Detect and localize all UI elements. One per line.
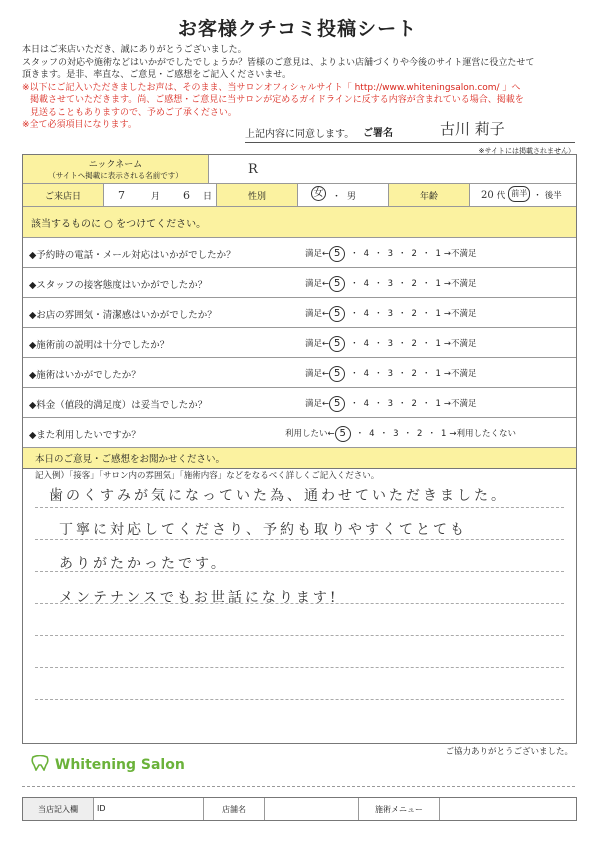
rating-option[interactable]: 2: [411, 309, 417, 319]
consent-label: 上記内容に同意します。: [245, 129, 355, 140]
visit-month[interactable]: 7: [118, 188, 125, 202]
id-label: ID: [97, 804, 106, 813]
question-row: [23, 298, 576, 328]
question-text: ◆お店の雰囲気・清潔感はいかがでしたか？: [29, 310, 217, 321]
rating-scale: [305, 367, 477, 382]
scale-left-label: 満足←: [305, 249, 330, 259]
nickname-row: [23, 155, 576, 184]
signature-field[interactable]: 古川 莉子: [440, 120, 505, 138]
nickname-label-cell: [23, 155, 209, 183]
rating-option[interactable]: 3: [387, 339, 393, 349]
signature-label: ご署名: [363, 128, 393, 139]
rating-option[interactable]: 5: [329, 306, 345, 322]
comment-line: [35, 667, 564, 668]
rating-option[interactable]: 5: [329, 396, 345, 412]
tooth-icon: [30, 755, 50, 771]
separator-dot: ・: [350, 249, 359, 259]
gender-label: 性別: [216, 184, 298, 206]
logo-text: Whitening Salon: [54, 757, 185, 773]
comment-header: 本日のご意見・ご感想をお聞かせください。: [35, 454, 226, 465]
store-entry-table: [22, 797, 577, 821]
rating-option[interactable]: 1: [440, 429, 447, 439]
scale-right-label: →不満足: [443, 369, 477, 379]
separator-dot: ・: [398, 249, 407, 259]
thanks-text: ご協力ありがとうございました。: [445, 747, 573, 757]
rating-option[interactable]: 4: [363, 399, 370, 409]
rating-scale: [305, 307, 477, 322]
separator-dot: ・: [427, 429, 436, 439]
age-unit: 代: [496, 191, 506, 201]
comment-line: [35, 699, 564, 700]
notice-line: 掲載させていただきます。尚、ご感想・ご意見に当サロンが定めるガイドラインに反する内容が含まれている場合、掲載を: [30, 95, 524, 105]
whitening-salon-logo: [30, 755, 185, 773]
day-unit: 日: [203, 191, 213, 202]
separator-dot: ・: [421, 339, 431, 349]
separator-dot: ・: [350, 339, 359, 349]
scale-right-label: →利用したくない: [449, 429, 516, 439]
question-row: [23, 328, 576, 358]
question-text: ◆スタッフの接客態度はいかがでしたか？: [29, 280, 208, 291]
scale-left-label: 利用したい←: [285, 429, 335, 439]
comment-line: [35, 539, 564, 540]
menu-label: 施術メニュー: [358, 798, 440, 820]
rating-scale: [285, 427, 516, 442]
comment-text-line: 歯のくすみが気になっていた為、通わせていただきました。: [49, 488, 508, 504]
separator-dot: ・: [379, 429, 389, 439]
scale-right-label: →不満足: [443, 249, 477, 259]
rating-option[interactable]: 3: [387, 369, 393, 379]
rating-option[interactable]: 2: [411, 399, 417, 409]
question-row: [23, 388, 576, 418]
age-options: 20 代 前半 ・ 後半: [481, 184, 562, 206]
separator-dot: ・: [398, 339, 407, 349]
separator-dot: ・: [350, 279, 359, 289]
rating-option[interactable]: 3: [393, 429, 399, 439]
intro-line: 本日はご来店いただき、誠にありがとうございました。: [22, 45, 247, 55]
comment-line: [35, 507, 564, 508]
store-name-label: 店舗名: [203, 798, 265, 820]
intro-line: スタッフの対応や施術などはいかがでしたでしょうか？皆様のご意見は、よりよい店舗づくりや今後のサイト運営に役立たせて: [22, 57, 535, 68]
separator-dot: ・: [421, 309, 431, 319]
rating-option[interactable]: 2: [411, 339, 417, 349]
rating-option[interactable]: 4: [363, 309, 370, 319]
rating-option[interactable]: 1: [435, 279, 441, 289]
question-row: [23, 238, 576, 268]
rating-option[interactable]: 1: [435, 249, 441, 259]
scale-right-label: →不満足: [443, 339, 477, 349]
rating-option[interactable]: 1: [435, 369, 441, 379]
question-row: [23, 418, 576, 448]
separator-dot: ・: [421, 369, 431, 379]
notice-line: ※全て必須項目になります。: [22, 120, 137, 130]
rating-option[interactable]: 2: [411, 249, 417, 259]
separator-dot: ・: [398, 309, 407, 319]
rating-option[interactable]: 3: [387, 279, 393, 289]
separator-dot: ・: [350, 399, 359, 409]
visit-date-label: ご来店日: [23, 184, 104, 206]
store-entry-label: 当店記入欄: [23, 798, 94, 820]
separator-dot: ・: [350, 309, 359, 319]
visit-info-row: [23, 184, 576, 207]
rating-option[interactable]: 3: [387, 309, 393, 319]
page-title: お客様クチコミ投稿シート: [177, 18, 418, 40]
comment-line: [35, 635, 564, 636]
gender-options: 女 ・ 男: [311, 184, 356, 206]
rating-option[interactable]: 2: [411, 369, 417, 379]
nickname-sublabel: （サイトへ掲載に表示される名前です）: [48, 171, 183, 180]
rating-option[interactable]: 4: [363, 339, 370, 349]
scale-left-label: 満足←: [305, 339, 330, 349]
question-row: [23, 358, 576, 388]
separator-dot: ・: [374, 369, 383, 379]
cut-line: [22, 786, 575, 787]
comment-example: 記入例）「接客」「サロン内の雰囲気」「施術内容」などをなるべく詳しくご記入ください。: [35, 471, 380, 481]
comment-text-line: ありがたかったです。: [59, 556, 228, 572]
question-text: ◆また利用したいですか？: [29, 430, 141, 441]
age-early-option[interactable]: 前半: [508, 186, 530, 202]
rating-option[interactable]: 3: [387, 249, 393, 259]
survey-form: [22, 154, 577, 469]
visit-day[interactable]: 6: [183, 188, 190, 202]
rating-option[interactable]: 1: [435, 339, 441, 349]
age-value[interactable]: 20: [481, 189, 494, 201]
instruction-text: 該当するものに ○ をつけてください。: [31, 218, 207, 230]
rating-option[interactable]: 5: [329, 336, 345, 352]
rating-option[interactable]: 3: [387, 399, 393, 409]
question-row: [23, 268, 576, 298]
rating-option[interactable]: 1: [435, 309, 441, 319]
scale-left-label: 満足←: [305, 279, 330, 289]
separator-dot: ・: [350, 369, 359, 379]
signature-note: ※サイトには掲載されません）: [478, 147, 575, 155]
scale-left-label: 満足←: [305, 369, 330, 379]
rating-option[interactable]: 4: [363, 369, 370, 379]
question-text: ◆施術前の説明は十分でしたか？: [29, 340, 170, 351]
separator-dot: ・: [398, 369, 407, 379]
month-unit: 月: [151, 191, 161, 202]
separator-dot: ・: [398, 399, 407, 409]
separator-dot: ・: [421, 279, 431, 289]
rating-option[interactable]: 5: [335, 426, 351, 442]
question-text: ◆施術はいかがでしたか？: [29, 370, 141, 381]
rating-option[interactable]: 5: [329, 276, 345, 292]
rating-scale: [305, 397, 477, 412]
separator-dot: ・: [374, 309, 383, 319]
question-text: ◆料金（値段的満足度）は妥当でしたか？: [29, 400, 208, 411]
rating-option[interactable]: 5: [329, 366, 345, 382]
notice-line: ※以下にご記入いただきましたお声は、そのまま、当サロンオフィシャルサイト「 http://www.whiteningsalon.com/ 」へ: [22, 82, 521, 93]
consent-signature-row: [245, 120, 575, 143]
separator-dot: ・: [421, 399, 431, 409]
rating-option[interactable]: 4: [363, 249, 370, 259]
nickname-label: ニックネーム: [88, 160, 143, 170]
nickname-field[interactable]: R: [248, 161, 258, 177]
separator-dot: ・: [398, 279, 407, 289]
intro-line: 頂きます。是非、率直な、ご意見・ご感想をご記入くださいませ。: [22, 70, 292, 80]
comment-area[interactable]: [22, 463, 577, 744]
notice-line: 見送ることもありますので、予めご了承ください。: [30, 107, 237, 118]
separator-dot: ・: [374, 279, 383, 289]
rating-scale: [305, 277, 477, 292]
scale-right-label: →不満足: [443, 279, 477, 289]
rating-option[interactable]: 2: [411, 279, 417, 289]
age-label: 年齢: [388, 184, 470, 206]
rating-option[interactable]: 5: [329, 246, 345, 262]
gender-male-option[interactable]: 男: [347, 191, 357, 202]
questions-list: [23, 238, 576, 448]
separator-dot: ・: [374, 249, 383, 259]
rating-option[interactable]: 4: [369, 429, 375, 439]
rating-option[interactable]: 4: [363, 279, 370, 289]
scale-right-label: →不満足: [443, 399, 477, 409]
separator-dot: ・: [355, 429, 365, 439]
rating-scale: [305, 337, 477, 352]
rating-option[interactable]: 1: [435, 399, 441, 409]
scale-left-label: 満足←: [305, 399, 330, 409]
separator-dot: ・: [421, 249, 431, 259]
scale-right-label: →不満足: [443, 309, 477, 319]
separator-dot: ・: [403, 429, 413, 439]
gender-female-option[interactable]: 女: [311, 186, 326, 201]
instruction-row: [23, 207, 576, 238]
comment-text-line: 丁寧に対応してくださり、予約も取りやすくてとても: [59, 522, 467, 538]
question-text: ◆予約時の電話・メール対応はいかがでしたか？: [29, 250, 236, 261]
rating-scale: [305, 247, 477, 262]
comment-text-line: メンテナンスでもお世話になります!: [59, 590, 339, 606]
age-late-option[interactable]: 後半: [544, 191, 562, 201]
separator-dot: ・: [374, 399, 383, 409]
scale-left-label: 満足←: [305, 309, 330, 319]
separator-dot: ・: [374, 339, 383, 349]
rating-option[interactable]: 2: [417, 429, 423, 439]
